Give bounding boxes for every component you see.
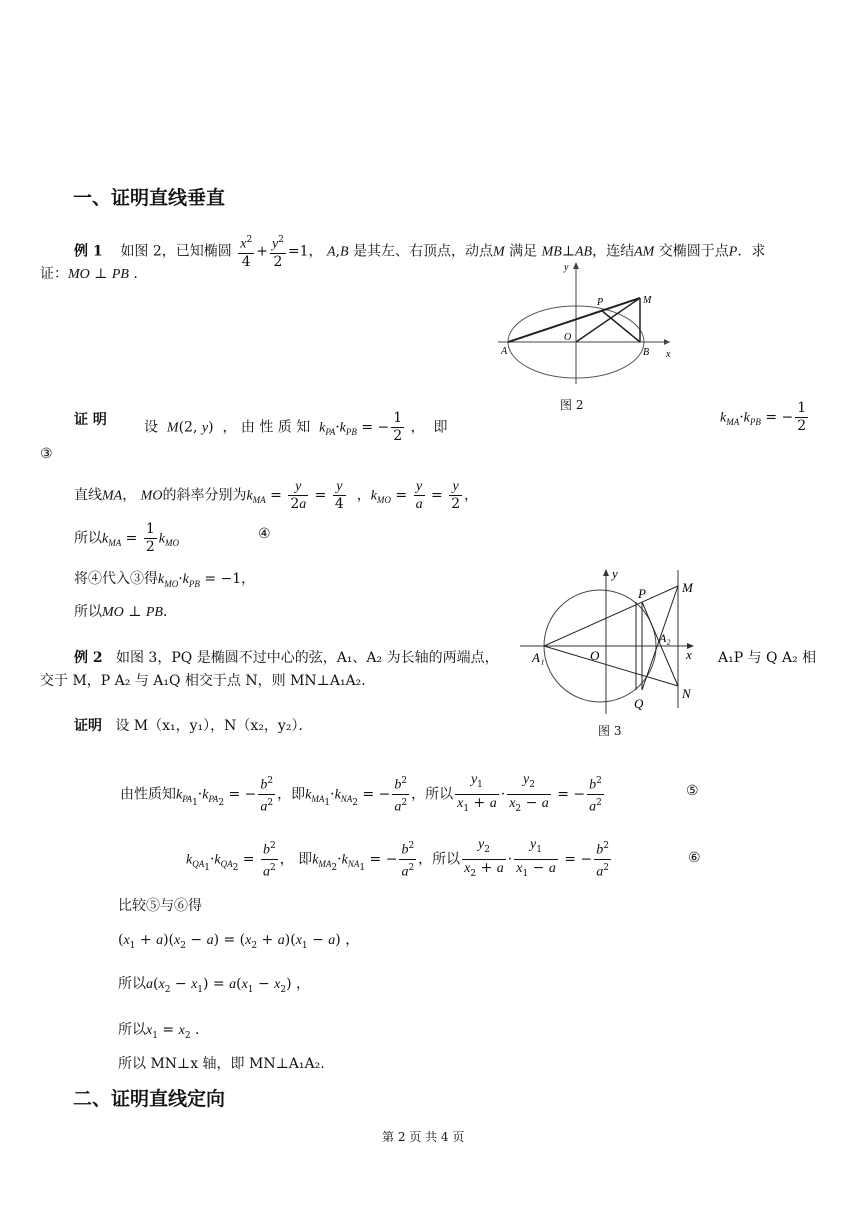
proof-2-compare: 比较⑤与⑥得 xyxy=(118,898,202,914)
proof-text: 所以 xyxy=(432,851,461,868)
proof-text: 由性质知 xyxy=(120,786,176,803)
fraction: $\frac{y}{a}$ xyxy=(415,479,423,512)
circle-5: ⑤ xyxy=(686,783,699,799)
fig3-label: N xyxy=(682,686,691,701)
example-1-text: ， xyxy=(308,243,323,260)
example-1-text: 证： xyxy=(40,266,68,282)
proof-1-line-4: 将④代入③得$k_{MO}\cdot k_{PB} = -1$， xyxy=(74,571,256,589)
fraction: $\frac{y}{4}$ xyxy=(334,479,344,512)
circle-3: ③ xyxy=(40,446,53,462)
fraction: $\frac{y_2}{x_2 - a}$ xyxy=(509,772,549,814)
fig2-label: y xyxy=(564,262,569,273)
proof-text: 即 xyxy=(291,786,306,803)
section-heading-2: 二、证明直线定向 xyxy=(73,1088,226,1110)
fraction: $\frac{y}{2}$ xyxy=(451,479,461,512)
example-2-right: A₁P 与 Q A₂ 相 xyxy=(718,650,817,666)
proof-text: 将④代入③得 xyxy=(74,571,158,587)
fig2-label: M xyxy=(643,295,652,306)
example-1-text: 如图 2，已知椭圆 xyxy=(120,243,232,260)
proof-text: 所以 xyxy=(74,530,102,547)
fig2-label: P xyxy=(597,297,604,308)
circle-6: ⑥ xyxy=(688,850,701,866)
fig2-label: O xyxy=(564,332,572,343)
circle-4: ④ xyxy=(258,526,271,542)
figure-2 xyxy=(498,258,678,384)
fraction: $\frac{y_2}{x_2 + a}$ xyxy=(464,837,504,879)
example-1-text: 满足 xyxy=(509,243,538,260)
proof-1-line-2: 直线MA， MO的斜率分别为$k_{MA}$ = $\frac{y}{2a}$ = $\frac{y}{4}$ ，$k_{MO}$ = $\frac{y}{a}$ = $\frac{y}{2}$ ， xyxy=(74,479,479,512)
proof-text: 设 xyxy=(144,419,158,436)
example-1-label: 例 1 xyxy=(74,243,103,260)
fraction: $\frac{b^2}{a^2}$ xyxy=(392,773,409,815)
example-1-text: 是其左、右顶点，动点 xyxy=(353,243,494,260)
fraction: $\frac{b^2}{a^2}$ xyxy=(594,838,611,880)
proof-1-line-1 xyxy=(74,410,107,430)
fig3-label: O xyxy=(590,648,600,663)
proof-2-eq-b: 所以$a(x_2 - x_1) = a(x_1 - x_2)$ ， xyxy=(118,976,311,995)
proof-2-eq-c: 所以$x_1 = x_2$ . xyxy=(118,1022,200,1041)
fraction: $\frac{y_1}{x_1 - a}$ xyxy=(516,837,556,879)
proof-2-eq-6: $k_{QA_1}\cdot k_{QA_2}$ = $\frac{b^2}{a^2}$ ， 即$k_{MA_2}\cdot k_{NA_1}$ = − $\frac{b^2}{a^2}$ ，所以 $\frac{y_2}{x_2 + a}$ · $\frac{y_1}{x_1 - a}$ = − $\frac{b^2}{a^2}$ xyxy=(186,836,613,883)
page-footer: 第 2 页 共 4 页 xyxy=(382,1130,465,1144)
fraction: $\frac{1}{2}$ xyxy=(797,400,807,434)
fig3-label: Q xyxy=(634,696,644,711)
proof-label: 证明 xyxy=(74,718,102,734)
example-2-text: 如图 3，PQ 是椭圆不过中心的弦，A₁、A₂ 为长轴的两端点， xyxy=(115,650,499,666)
section-heading-1: 一、证明直线垂直 xyxy=(73,187,226,209)
figure-3 xyxy=(520,562,710,716)
example-2-line-1 xyxy=(74,648,499,668)
proof-text: 设 M（x₁，y₁），N（x₂，y₂）． xyxy=(115,718,313,734)
proof-text: 即 xyxy=(298,851,313,868)
fraction: $\frac{1}{2}$ xyxy=(145,521,155,555)
example-2-line-2: 交于 M，P A₂ 与 A₁Q 相交于点 N，则 MN⊥A₁A₂. xyxy=(40,673,366,689)
proof-text: 所以 xyxy=(74,604,102,620)
example-1-line-1: 例 1 如图 2，已知椭圆 $\frac{x^2}{4}$ + $\frac{y^2}{2}$ =1， A,B 是其左、右顶点，动点M 满足 MB⊥AB，连结AM 交椭圆于点P．求 xyxy=(74,232,765,271)
proof-1-line-3: 所以$k_{MA}$ = $\frac{1}{2}$ $k_{MO}$ xyxy=(74,521,179,555)
fraction: $\frac{y}{2a}$ xyxy=(290,479,307,512)
proof-text: 所以 xyxy=(118,1022,146,1038)
fraction: $\frac{b^2}{a^2}$ xyxy=(399,838,416,880)
proof-1-result: $k_{MA}\cdot k_{PB}$ = − $\frac{1}{2}$ xyxy=(720,400,807,434)
proof-2-eq-a: $(x_1 + a)(x_2 - a) = (x_2 + a)(x_1 - a)$ ， xyxy=(118,932,360,951)
example-1-line-2: 证：MO ⊥ PB . xyxy=(40,266,138,282)
fig3-label: A₁ xyxy=(532,650,545,665)
fraction: $\frac{b^2}{a^2}$ xyxy=(261,838,278,880)
fig3-label: P xyxy=(638,586,646,601)
proof-text: 直线 xyxy=(74,487,102,504)
example-1-text: ，连结 xyxy=(592,243,635,260)
figure-2-caption: 图 2 xyxy=(560,398,584,412)
fig2-label: x xyxy=(666,349,671,360)
fraction: $\frac{1}{2}$ xyxy=(393,410,403,444)
proof-2-line-1 xyxy=(74,716,312,736)
proof-text: 所以 xyxy=(118,976,146,992)
fig3-label: y xyxy=(612,566,618,581)
example-1-text: ．求 xyxy=(737,243,766,260)
fig3-label: x xyxy=(686,647,692,662)
proof-text: 所以 xyxy=(425,786,454,803)
proof-2-final: 所以 MN⊥x 轴，即 MN⊥A₁A₂. xyxy=(118,1056,325,1072)
proof-1-line-5: 所以MO ⊥ PB． xyxy=(74,604,177,620)
fraction: $\frac{b^2}{a^2}$ xyxy=(587,773,604,815)
fig3-label: M xyxy=(682,580,693,595)
fig3-label: A₂ xyxy=(659,631,671,645)
fig2-label: B xyxy=(643,347,650,358)
fraction: $\frac{y_1}{x_1 + a}$ xyxy=(457,772,497,814)
proof-text: 即 xyxy=(433,419,448,436)
fraction: $\frac{b^2}{a^2}$ xyxy=(258,773,275,815)
example-2-label: 例 2 xyxy=(74,650,103,666)
example-1-text: 交椭圆于点 xyxy=(658,243,729,260)
fraction: $\frac{y^2}{2}$ xyxy=(270,232,286,271)
proof-2-eq-5: 由性质知$k_{PA_1}\cdot k_{PA_2}$ = − $\frac{b^2}{a^2}$ ，即$k_{MA_1}\cdot k_{NA_2}$ = − $\frac{b^2}{a^2}$ ，所以 $\frac{y_1}{x_1 + a}$ · $\frac{y_2}{x_2 - a}$ = − $\frac{b^2}{a^2}$ xyxy=(120,771,606,818)
proof-text: 的斜率分别为 xyxy=(162,487,247,504)
proof-text: 由 性 质 知 xyxy=(240,419,311,436)
fraction: $\frac{x^2}{4}$ xyxy=(238,232,254,271)
proof-1-set: 设 M(2, y) ， 由 性 质 知 $k_{PA}\cdot k_{PB}$ = − $\frac{1}{2}$ ， 即 xyxy=(144,410,448,444)
proof-label: 证 明 xyxy=(74,412,107,428)
fig2-label: A xyxy=(501,346,508,357)
figure-3-caption: 图 3 xyxy=(598,724,622,738)
